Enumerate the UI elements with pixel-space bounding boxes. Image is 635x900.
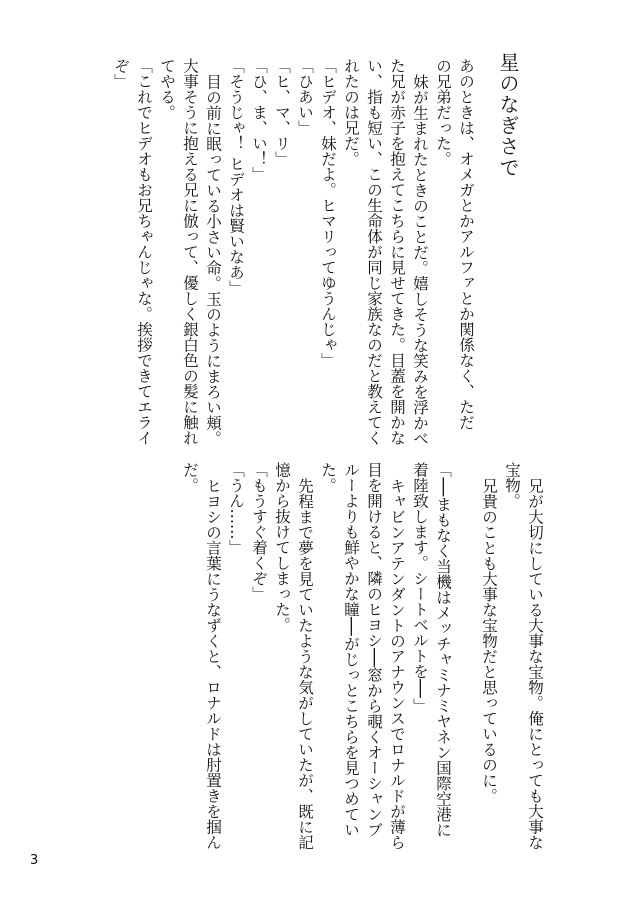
upper-line-9: 「ヒ、マ、リ」: [273, 58, 291, 167]
upper-line-11: 「そうじゃ！ ヒデオは賢いなあ」: [227, 58, 245, 296]
lower-line-16: だ。: [181, 462, 199, 493]
lower-line-15: ヒヨシの言葉にうなずくと、ロナルドは肘置きを掴ん: [204, 478, 222, 850]
lower-line-5: 「──まもなく当機はメッチャミナミヤネン国際空港に: [434, 462, 452, 838]
upper-line-15: 「これでヒデオもお兄ちゃんじゃな。挨拶できてエライ: [135, 58, 153, 446]
upper-line-1: あのときは、オメガとかアルファとか関係なく、ただ: [457, 58, 475, 430]
lower-line-9: ルーよりも鮮やかな瞳──がじっとこちらを見つめてい: [342, 462, 360, 838]
upper-line-5: い、指も短い、この生命体が同じ家族なのだと教えてく: [365, 58, 383, 446]
page-number: 3: [30, 853, 39, 868]
upper-line-16: ぞ」: [112, 58, 130, 89]
upper-line-7: 「ヒデオ、妹だよ。ヒマリってゆうんじゃ」: [319, 58, 337, 368]
lower-line-14: 「うん……」: [227, 462, 245, 555]
lower-line-3: 兄貴のことも大事な宝物だと思っているのに。: [480, 478, 498, 804]
lower-line-1: 兄が大切にしている大事な宝物。俺にとっても大事な: [526, 478, 544, 850]
upper-line-12: 目の前に眠っている小さい命。玉のようにまろい頬。: [204, 74, 222, 446]
lower-line-6: 着陸致します。シートベルトを──」: [411, 462, 429, 714]
lower-line-10: た。: [319, 462, 337, 493]
upper-line-4: た兄が赤子を抱えてこちらに見せてきた。目蓋を開かな: [388, 58, 406, 446]
upper-line-2: の兄弟だった。: [434, 58, 452, 167]
upper-line-13: 大事そうに抱える兄に倣って、優しく銀白色の髪に触れ: [181, 58, 199, 446]
chapter-title: 星のなぎさで: [496, 52, 520, 178]
upper-line-6: れたのは兄だ。: [342, 58, 360, 167]
lower-line-2: 宝物。: [503, 462, 521, 509]
upper-line-14: てやる。: [158, 58, 176, 120]
lower-line-7: キャビンアテンダントのアナウンスでロナルドが薄ら: [388, 478, 406, 850]
upper-line-10: 「ひ、ま、い！」: [250, 58, 268, 182]
lower-line-12: 憶から抜けてしまった。: [273, 462, 291, 633]
lower-line-8: 目を開けると、隣のヒヨシ──窓から覗くオーシャンブ: [365, 462, 383, 838]
upper-line-8: 「ひあい」: [296, 58, 314, 136]
lower-line-11: 先程まで夢を見ていたような気がしていたが、既に記: [296, 478, 314, 850]
upper-line-3: 妹が生まれたときのことだ。嬉しそうな笑みを浮かべ: [411, 74, 429, 446]
lower-line-13: 「もうすぐ着くぞ」: [250, 462, 268, 602]
